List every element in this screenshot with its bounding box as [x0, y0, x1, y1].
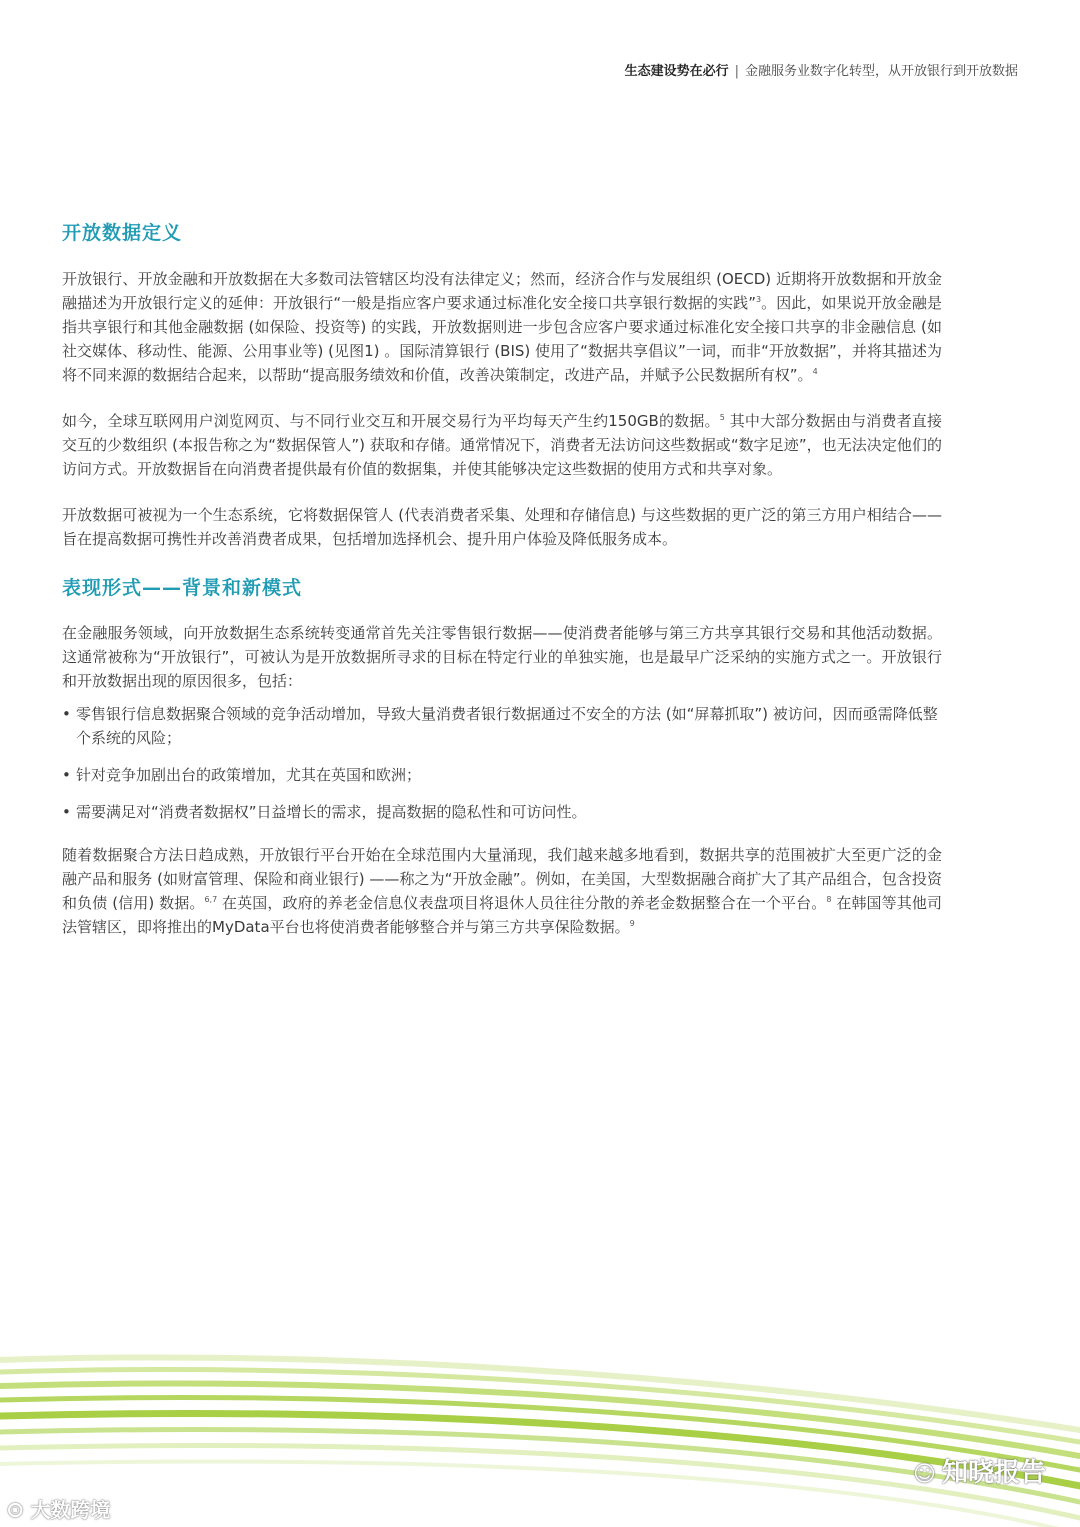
bullet-list	[62, 702, 942, 824]
list-item-text: 零售银行信息数据聚合领域的竞争活动增加，导致大量消费者银行数据通过不安全的方法 (如“屏幕抓取”) 被访问，因而亟需降低整个系统的风险；	[76, 705, 938, 747]
paragraph-text: 开放银行、开放金融和开放数据在大多数司法管辖区均没有法律定义；然而，经济合作与发展组织 (OECD) 近期将开放数据和开放金融描述为开放银行定义的延伸：开放银行“一般是指应客户要求通过标准化安全接口共享银行数据的实践”	[62, 270, 942, 312]
paragraph	[62, 843, 942, 939]
section-heading-open-data-definition: 开放数据定义	[62, 222, 183, 244]
bullet-icon: •	[62, 705, 71, 723]
list-item	[62, 702, 942, 750]
list-item-text: 需要满足对“消费者数据权”日益增长的需求，提高数据的隐私性和可访问性。	[76, 803, 587, 821]
paragraph-text: 在韩国等其他司法管辖区，即将推出的MyData平台也将使消费者能够整合并与第三方共享保险数据。	[62, 894, 942, 936]
bullet-icon: •	[62, 766, 71, 784]
list-item	[62, 800, 942, 824]
list-item-text: 针对竞争加剧出台的政策增加，尤其在英国和欧洲；	[76, 766, 422, 784]
main-content	[62, 218, 942, 939]
header-subtitle: 金融服务业数字化转型，从开放银行到开放数据	[744, 64, 1018, 79]
paragraph: 开放数据可被视为一个生态系统，它将数据保管人 (代表消费者采集、处理和存储信息) 与这些数据的更广泛的第三方用户相结合——旨在提高数据可携性并改善消费者成果，包括增加选择机会、提升用户体验及降低服务成本。	[62, 506, 942, 548]
paragraph	[62, 409, 942, 481]
footnote-ref: 9	[629, 919, 635, 928]
footnote-ref: 8	[826, 895, 832, 904]
watermark-left	[6, 1494, 110, 1523]
paragraph-text: 如今，全球互联网用户浏览网页、与不同行业交互和开展交易行为平均每天产生约150GB的数据。	[62, 412, 720, 430]
footnote-ref: 6,7	[204, 895, 218, 904]
paragraph-text: 随着数据聚合方法日趋成熟，开放银行平台开始在全球范围内大量涌现，我们越来越多地看到，数据共享的范围被扩大至更广泛的金融产品和服务 (如财富管理、保险和商业银行) ——称之为“开放金融”。例如，在美国，大型数据融合商扩大了其产品组合，包含投资和负债 (信用) 数据。	[62, 846, 942, 912]
paragraph: 在金融服务领域，向开放数据生态系统转变通常首先关注零售银行数据——使消费者能够与第三方共享其银行交易和其他活动数据。这通常被称为“开放银行”，可被认为是开放数据所寻求的目标在特定行业的单独实施，也是最早广泛采纳的实施方式之一。开放银行和开放数据出现的原因很多，包括：	[62, 624, 942, 690]
watermark-text: 知晓报告	[941, 1458, 1046, 1488]
section-heading-forms: 表现形式——背景和新模式	[62, 577, 303, 599]
logo-icon: ⊙	[6, 1498, 25, 1523]
paragraph-text: 。因此，如果说开放金融是指共享银行和其他金融数据 (如保险、投资等) 的实践，开放数据则进一步包含应客户要求通过标准化安全接口共享的非金融信息 (如社交媒体、移动性、能源、公用事业等) (见图1) 。国际清算银行 (BIS) 使用了“数据共享倡议”一词，而非“开放数据”，并将其描述为将不同来源的数据结合起来，以帮助“提高服务绩效和价值，改善决策制定，改进产品，并赋予公民数据所有权”。	[62, 294, 942, 384]
bullet-icon: •	[62, 803, 71, 821]
watermark-text: 大数跨境	[30, 1498, 111, 1522]
footnote-ref: 4	[812, 367, 818, 376]
wechat-icon: ☺	[913, 1462, 936, 1487]
footnote-ref: 5	[719, 413, 725, 422]
header-title: 生态建设势在必行	[624, 64, 729, 79]
header-separator: |	[734, 64, 739, 79]
footnote-ref: 3	[756, 295, 762, 304]
paragraph-text: 在英国，政府的养老金信息仪表盘项目将退休人员往往分散的养老金数据整合在一个平台。	[217, 894, 827, 912]
list-item	[62, 763, 942, 787]
paragraph-text: 其中大部分数据由与消费者直接交互的少数组织 (本报告称之为“数据保管人”) 获取和存储。通常情况下，消费者无法访问这些数据或“数字足迹”，也无法决定他们的访问方式。开放数据旨在向消费者提供最有价值的数据集，并使其能够决定这些数据的使用方式和共享对象。	[62, 412, 942, 478]
running-header	[625, 60, 1018, 79]
paragraph	[62, 267, 942, 387]
watermark-right	[913, 1452, 1046, 1489]
decorative-wave-graphic	[0, 1340, 1080, 1527]
